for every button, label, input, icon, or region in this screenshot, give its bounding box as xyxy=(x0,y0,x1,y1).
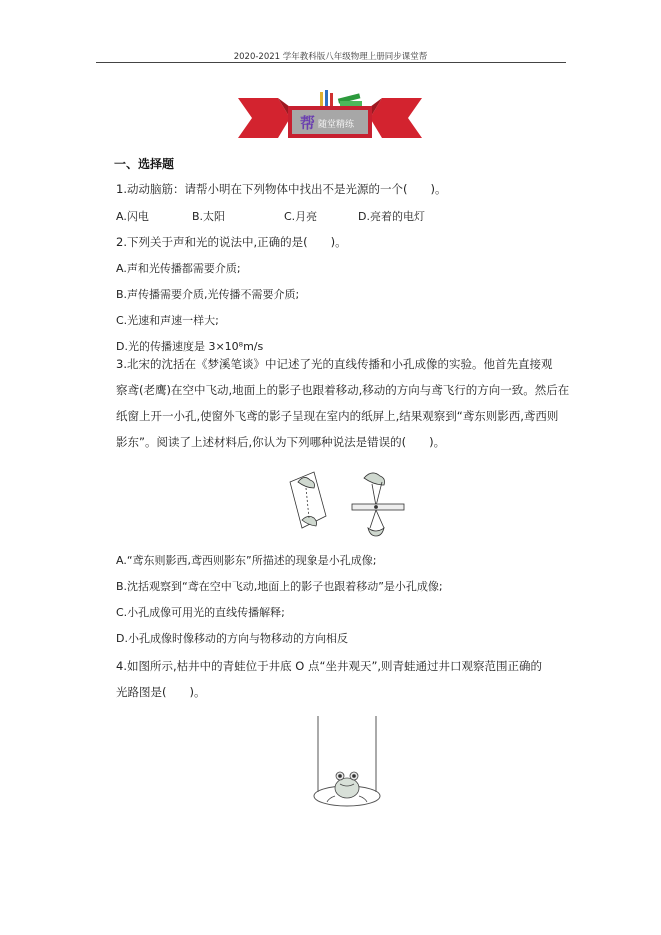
pinhole-diagram xyxy=(276,468,410,544)
q3-option-a: A.“鸢东则影西,鸢西则影东”所描述的现象是小孔成像; xyxy=(116,554,377,567)
frog-well-diagram xyxy=(306,712,388,812)
q2-option-b: B.声传播需要介质,光传播不需要介质; xyxy=(116,288,300,301)
header-divider xyxy=(96,62,566,63)
section-title: 一、选择题 xyxy=(114,157,175,171)
frog-well-figure xyxy=(306,712,388,812)
q2-option-c: C.光速和声速一样大; xyxy=(116,314,219,327)
q3-option-b: B.沈括观察到“鸢在空中飞动,地面上的影子也跟着移动”是小孔成像; xyxy=(116,580,443,593)
q1-option-a: A.闪电 xyxy=(116,210,149,223)
q4-line-2: 光路图是( )。 xyxy=(116,685,206,699)
q2-option-a: A.声和光传播都需要介质; xyxy=(116,262,241,275)
q3-line-4: 影东”。阅读了上述材料后,你认为下列哪种说法是错误的( )。 xyxy=(116,435,446,449)
q1-option-c: C.月亮 xyxy=(284,210,318,223)
q1-option-d: D.亮着的电灯 xyxy=(358,210,425,223)
bird-shadow-illustration xyxy=(290,472,326,528)
q3-line-3: 纸窗上开一小孔,使窗外飞鸢的影子呈现在室内的纸屏上,结果观察到“鸢东则影西,鸢西则 xyxy=(116,409,559,423)
q4-line-1: 4.如图所示,枯井中的青蛙位于井底 O 点“坐井观天”,则青蛙通过井口观察范围正确的 xyxy=(116,659,543,673)
page-header: 2020-2021 学年教科版八年级物理上册同步课堂帮 xyxy=(233,52,428,62)
banner-ribbon-graphic xyxy=(238,88,422,138)
q1-stem: 1.动动脑筋：请帮小明在下列物体中找出不是光源的一个( )。 xyxy=(116,182,447,196)
q3-line-1: 3.北宋的沈括在《梦溪笔谈》中记述了光的直线传播和小孔成像的实验。他首先直接观 xyxy=(116,357,553,371)
section-banner xyxy=(238,88,422,138)
q3-option-c: C.小孔成像可用光的直线传播解释; xyxy=(116,606,285,619)
q2-stem: 2.下列关于声和光的说法中,正确的是( )。 xyxy=(116,235,347,249)
q3-option-d: D.小孔成像时像移动的方向与物移动的方向相反 xyxy=(116,632,348,645)
q1-option-b: B.太阳 xyxy=(192,210,226,223)
pinhole-figure xyxy=(276,468,410,544)
q3-line-2: 察鸢(老鹰)在空中飞动,地面上的影子也跟着移动,移动的方向与鸢飞行的方向一致。然后在 xyxy=(116,383,570,397)
banner-char: 帮 xyxy=(300,114,316,132)
banner-label: 随堂精练 xyxy=(318,120,355,130)
q2-option-d: D.光的传播速度是 3×10⁸m/s xyxy=(116,340,264,353)
bird-pinhole-illustration xyxy=(352,473,404,536)
